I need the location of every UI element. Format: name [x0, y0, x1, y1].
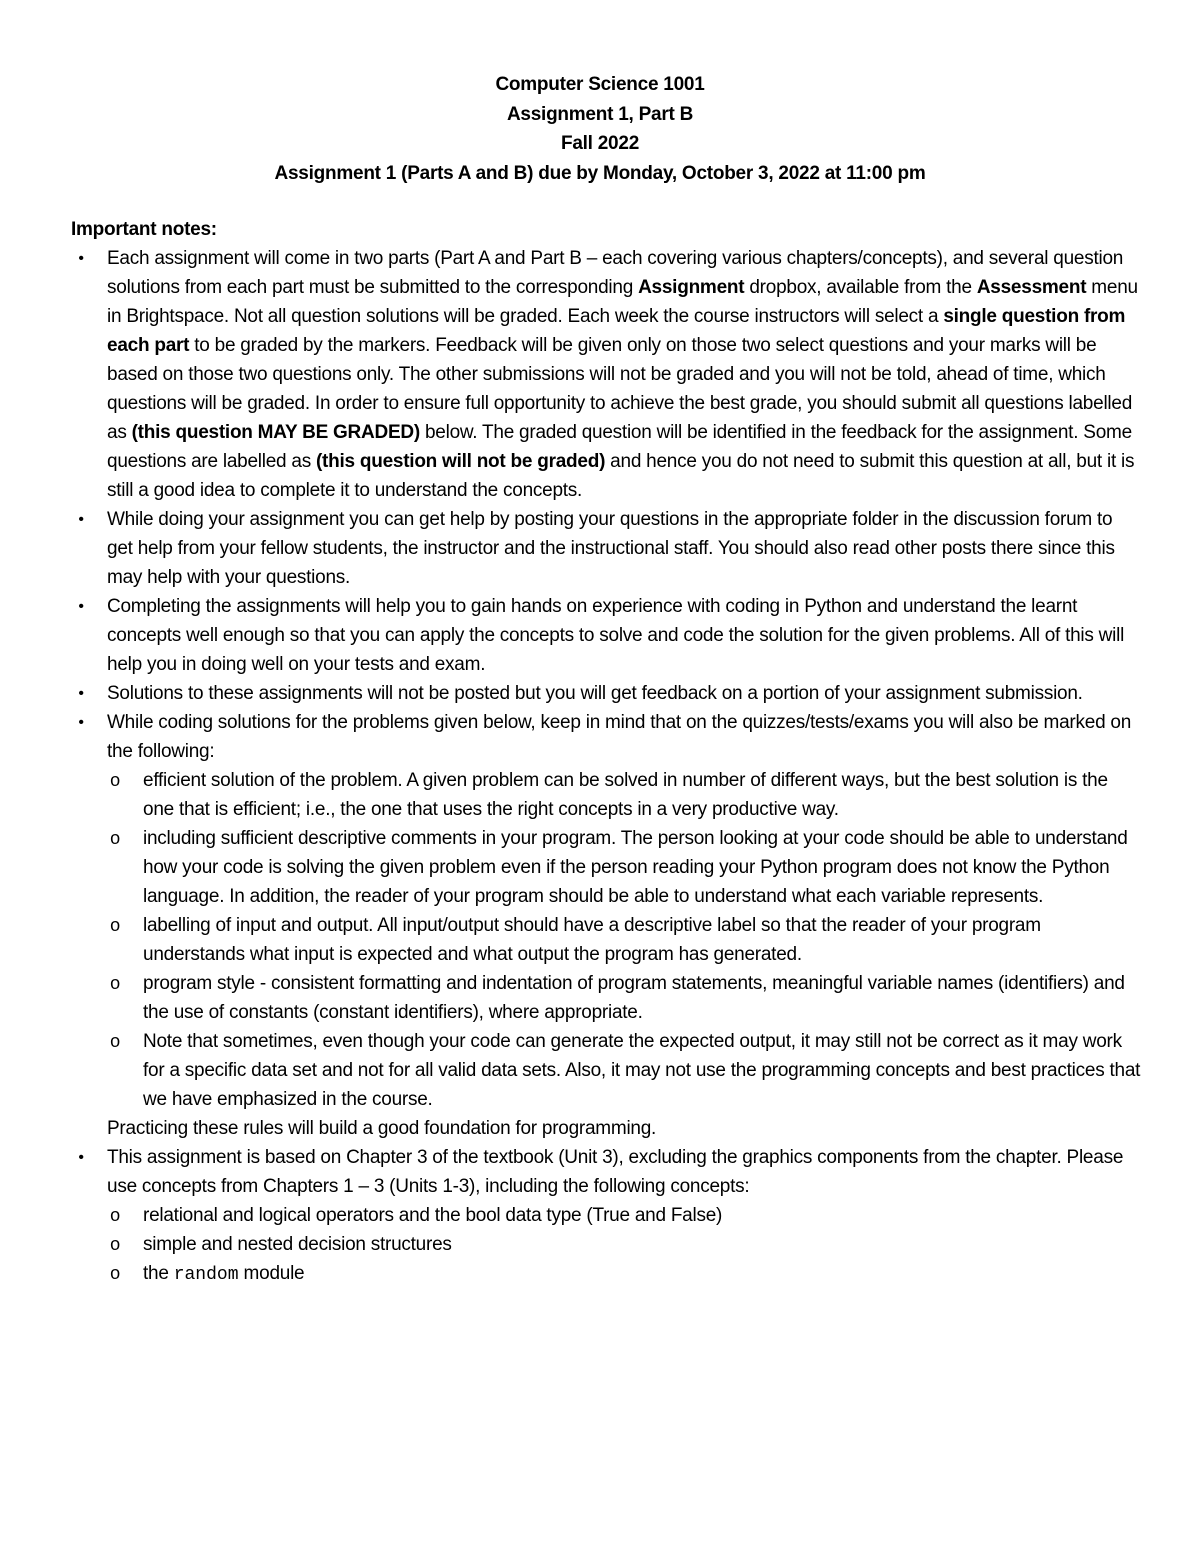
bullet-icon: • [78, 685, 84, 702]
sub-list-item: o labelling of input and output. All input/output should have a descriptive label so that the reader of your program understands what input is expected and what output the program has generated. [107, 911, 1141, 969]
bullet-text: While coding solutions for the problems given below, keep in mind that on the quizzes/tests/exams you will also be marked on the following: [107, 712, 1132, 762]
sub-list-item: o efficient solution of the problem. A given problem can be solved in number of different ways, but the best solution is the one that is efficient; i.e., the one that uses the right concepts in a very productive way. [107, 766, 1141, 824]
circle-bullet-icon: o [110, 1205, 120, 1225]
notes-list [71, 244, 1141, 1290]
circle-bullet-icon: o [110, 1031, 120, 1051]
bullet-icon: • [78, 714, 84, 731]
bullet-text: This assignment is based on Chapter 3 of the textbook (Unit 3), excluding the graphics components from the chapter. Please use concepts from Chapters 1 – 3 (Units 1-3), including the following concepts: [107, 1147, 1124, 1197]
list-item [71, 1143, 1141, 1290]
list-item [71, 244, 1141, 505]
list-item [71, 708, 1141, 1143]
circle-bullet-icon: o [110, 828, 120, 848]
practice-note: Practicing these rules will build a good foundation for programming. [107, 1118, 657, 1139]
circle-bullet-icon: o [110, 915, 120, 935]
circle-bullet-icon: o [110, 1263, 120, 1283]
sub-list-item: o the random module [107, 1259, 1141, 1290]
bullet-icon: • [78, 250, 84, 267]
circle-bullet-icon: o [110, 1234, 120, 1254]
bullet-text: Solutions to these assignments will not be posted but you will get feedback on a portion of your assignment submission. [107, 683, 1083, 704]
bullet-text: Each assignment will come in two parts (Part A and Part B – each covering various chapters/concepts), and several question solutions from each part must be submitted to the corresponding Assignment dropbox, available from the Assessment menu in Brightspace. Not all question solutions will be graded. Each week the course instructors will select a single question from each part to be graded by the markers. Feedback will be given only on those two select questions and your marks will be based on those two questions only. The other submissions will not be graded and you will not be told, ahead of time, which questions will be graded. In order to ensure full opportunity to achieve the best grade, you should submit all questions labelled as (this question MAY BE GRADED) below. The graded question will be identified in the feedback for the assignment. Some questions are labelled as (this question will not be graded) and hence you do not need to submit this question at all, but it is still a good idea to complete it to understand the concepts. [107, 248, 1138, 501]
bullet-text: Completing the assignments will help you to gain hands on experience with coding in Python and understand the learnt concepts well enough so that you can apply the concepts to solve and code the solution for the given problems. All of this will help you in doing well on your tests and exam. [107, 596, 1125, 675]
circle-bullet-icon: o [110, 770, 120, 790]
assignment-title: Assignment 1, Part B [506, 103, 694, 125]
sub-list-item: o program style - consistent formatting and indentation of program statements, meaningful variable names (identifiers) and the use of constants (constant identifiers), where appropriate. [107, 969, 1141, 1027]
document-header [0, 70, 1200, 188]
code-random: random [173, 1265, 239, 1285]
bullet-icon: • [78, 1149, 84, 1166]
marking-criteria-list [107, 766, 1141, 1114]
list-item [71, 505, 1141, 592]
bullet-text: While doing your assignment you can get help by posting your questions in the appropriate folder in the discussion forum to get help from your fellow students, the instructor and the instructional staff. You should also read other posts there since this may help with your questions. [107, 509, 1115, 588]
term: Fall 2022 [560, 133, 640, 154]
due-date: Assignment 1 (Parts A and B) due by Monday, October 3, 2022 at 11:00 pm [274, 162, 926, 184]
circle-bullet-icon: o [110, 973, 120, 993]
course-title: Computer Science 1001 [495, 74, 705, 95]
bullet-icon: • [78, 511, 84, 528]
sub-list-item: o Note that sometimes, even though your code can generate the expected output, it may still not be correct as it may work for a specific data set and not for all valid data sets. Also, it may not use the programming concepts and best practices that we have emphasized in the course. [107, 1027, 1141, 1114]
list-item [71, 679, 1141, 708]
sub-list-item: o including sufficient descriptive comments in your program. The person looking at your code should be able to understand how your code is solving the given problem even if the person reading your Python program does not know the Python language. In addition, the reader of your program should be able to understand what each variable represents. [107, 824, 1141, 911]
bullet-icon: • [78, 598, 84, 615]
sub-list-item: o relational and logical operators and the bool data type (True and False) [107, 1201, 1141, 1230]
notes-heading: Important notes: [71, 219, 217, 240]
sub-list-item: o simple and nested decision structures [107, 1230, 1141, 1259]
list-item [71, 592, 1141, 679]
concepts-list [107, 1201, 1141, 1290]
